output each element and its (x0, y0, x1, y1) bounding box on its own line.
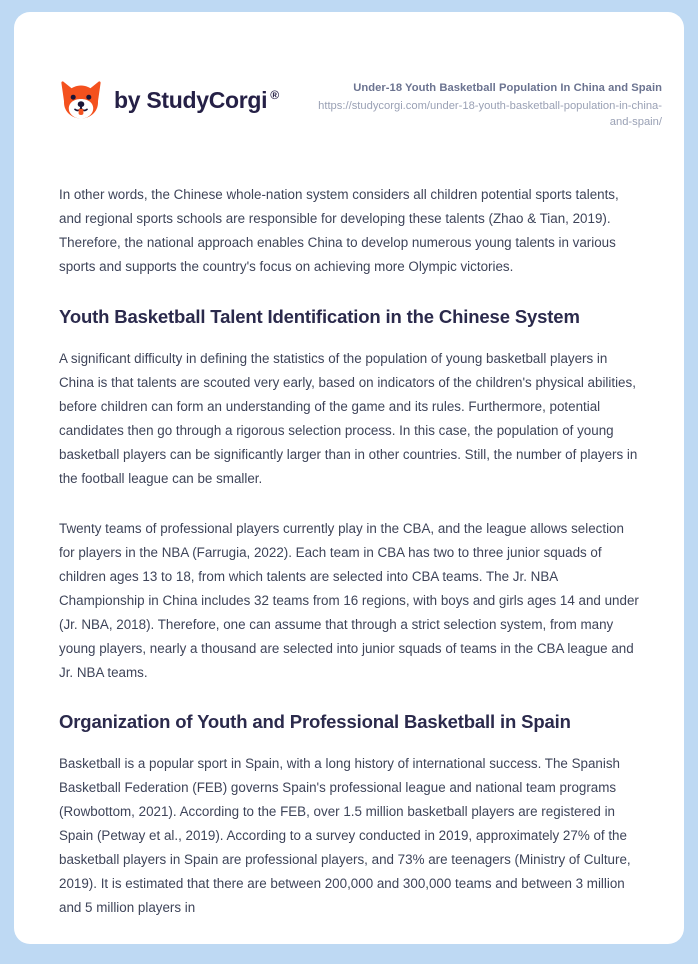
section-heading: Youth Basketball Talent Identification in the Chinese System (59, 305, 580, 327)
brand-name-text: by StudyCorgi (114, 86, 268, 113)
header-document-meta (279, 72, 662, 131)
brand-block[interactable] (59, 72, 279, 122)
header-document-title: Under-18 Youth Basketball Population In China and Spain (353, 82, 662, 94)
header-document-url[interactable]: https://studycorgi.com/under-18-youth-basketball-population-in-china-and-spain/ (318, 100, 662, 129)
paragraph: Basketball is a popular sport in Spain, with a long history of international success. The Spanish Basketball Federation (FEB) governs Spain's professional league and national team programs (Rowbottom, 2021). According to the FEB, over 1.5 million basketball players are registered in Spain (Petway et al., 2019). According to a survey conducted in 2019, approximately 27% of the basketball players in Spain are professional players, and 73% are teenagers (Ministry of Culture, 2019). It is estimated that there are between 200,000 and 300,000 teams and between 3 million and 5 million players in (59, 755, 631, 915)
section-heading: Organization of Youth and Professional Basketball in Spain (59, 710, 571, 732)
paragraph: In other words, the Chinese whole-nation system considers all children potential sports talents, and regional sports schools are responsible for developing these talents (Zhao & Tian, 2019). Therefore, the national approach enables China to develop numerous young talents in various sports and supports the country's focus on achieving more Olympic victories. (59, 186, 619, 274)
registered-trademark-mark: ® (270, 87, 279, 102)
document-header (14, 12, 684, 131)
document-page (14, 12, 684, 944)
corgi-logo-icon (59, 78, 103, 122)
paragraph: A significant difficulty in defining the statistics of the population of young basketball players in China is that talents are scouted very early, based on indicators of the children's physical abilities, before children can form an understanding of the game and its rules. Furthermore, potential candidates then go through a rigorous selection process. In this case, the population of young basketball players can be significantly larger than in other countries. Still, the number of players in the football league can be smaller. (59, 350, 638, 486)
paragraph: Twenty teams of professional players currently play in the CBA, and the league allows selection for players in the NBA (Farrugia, 2022). Each team in CBA has two to three junior squads of children ages 13 to 18, from which talents are selected into CBA teams. The Jr. NBA Championship in China includes 32 teams from 16 regions, with boys and girls ages 14 and under (Jr. NBA, 2018). Therefore, one can assume that through a strict selection system, from many young players, nearly a thousand are selected into junior squads of teams in the CBA league and Jr. NBA teams. (59, 520, 639, 680)
brand-wordmark (114, 86, 279, 113)
article-body (14, 183, 684, 920)
